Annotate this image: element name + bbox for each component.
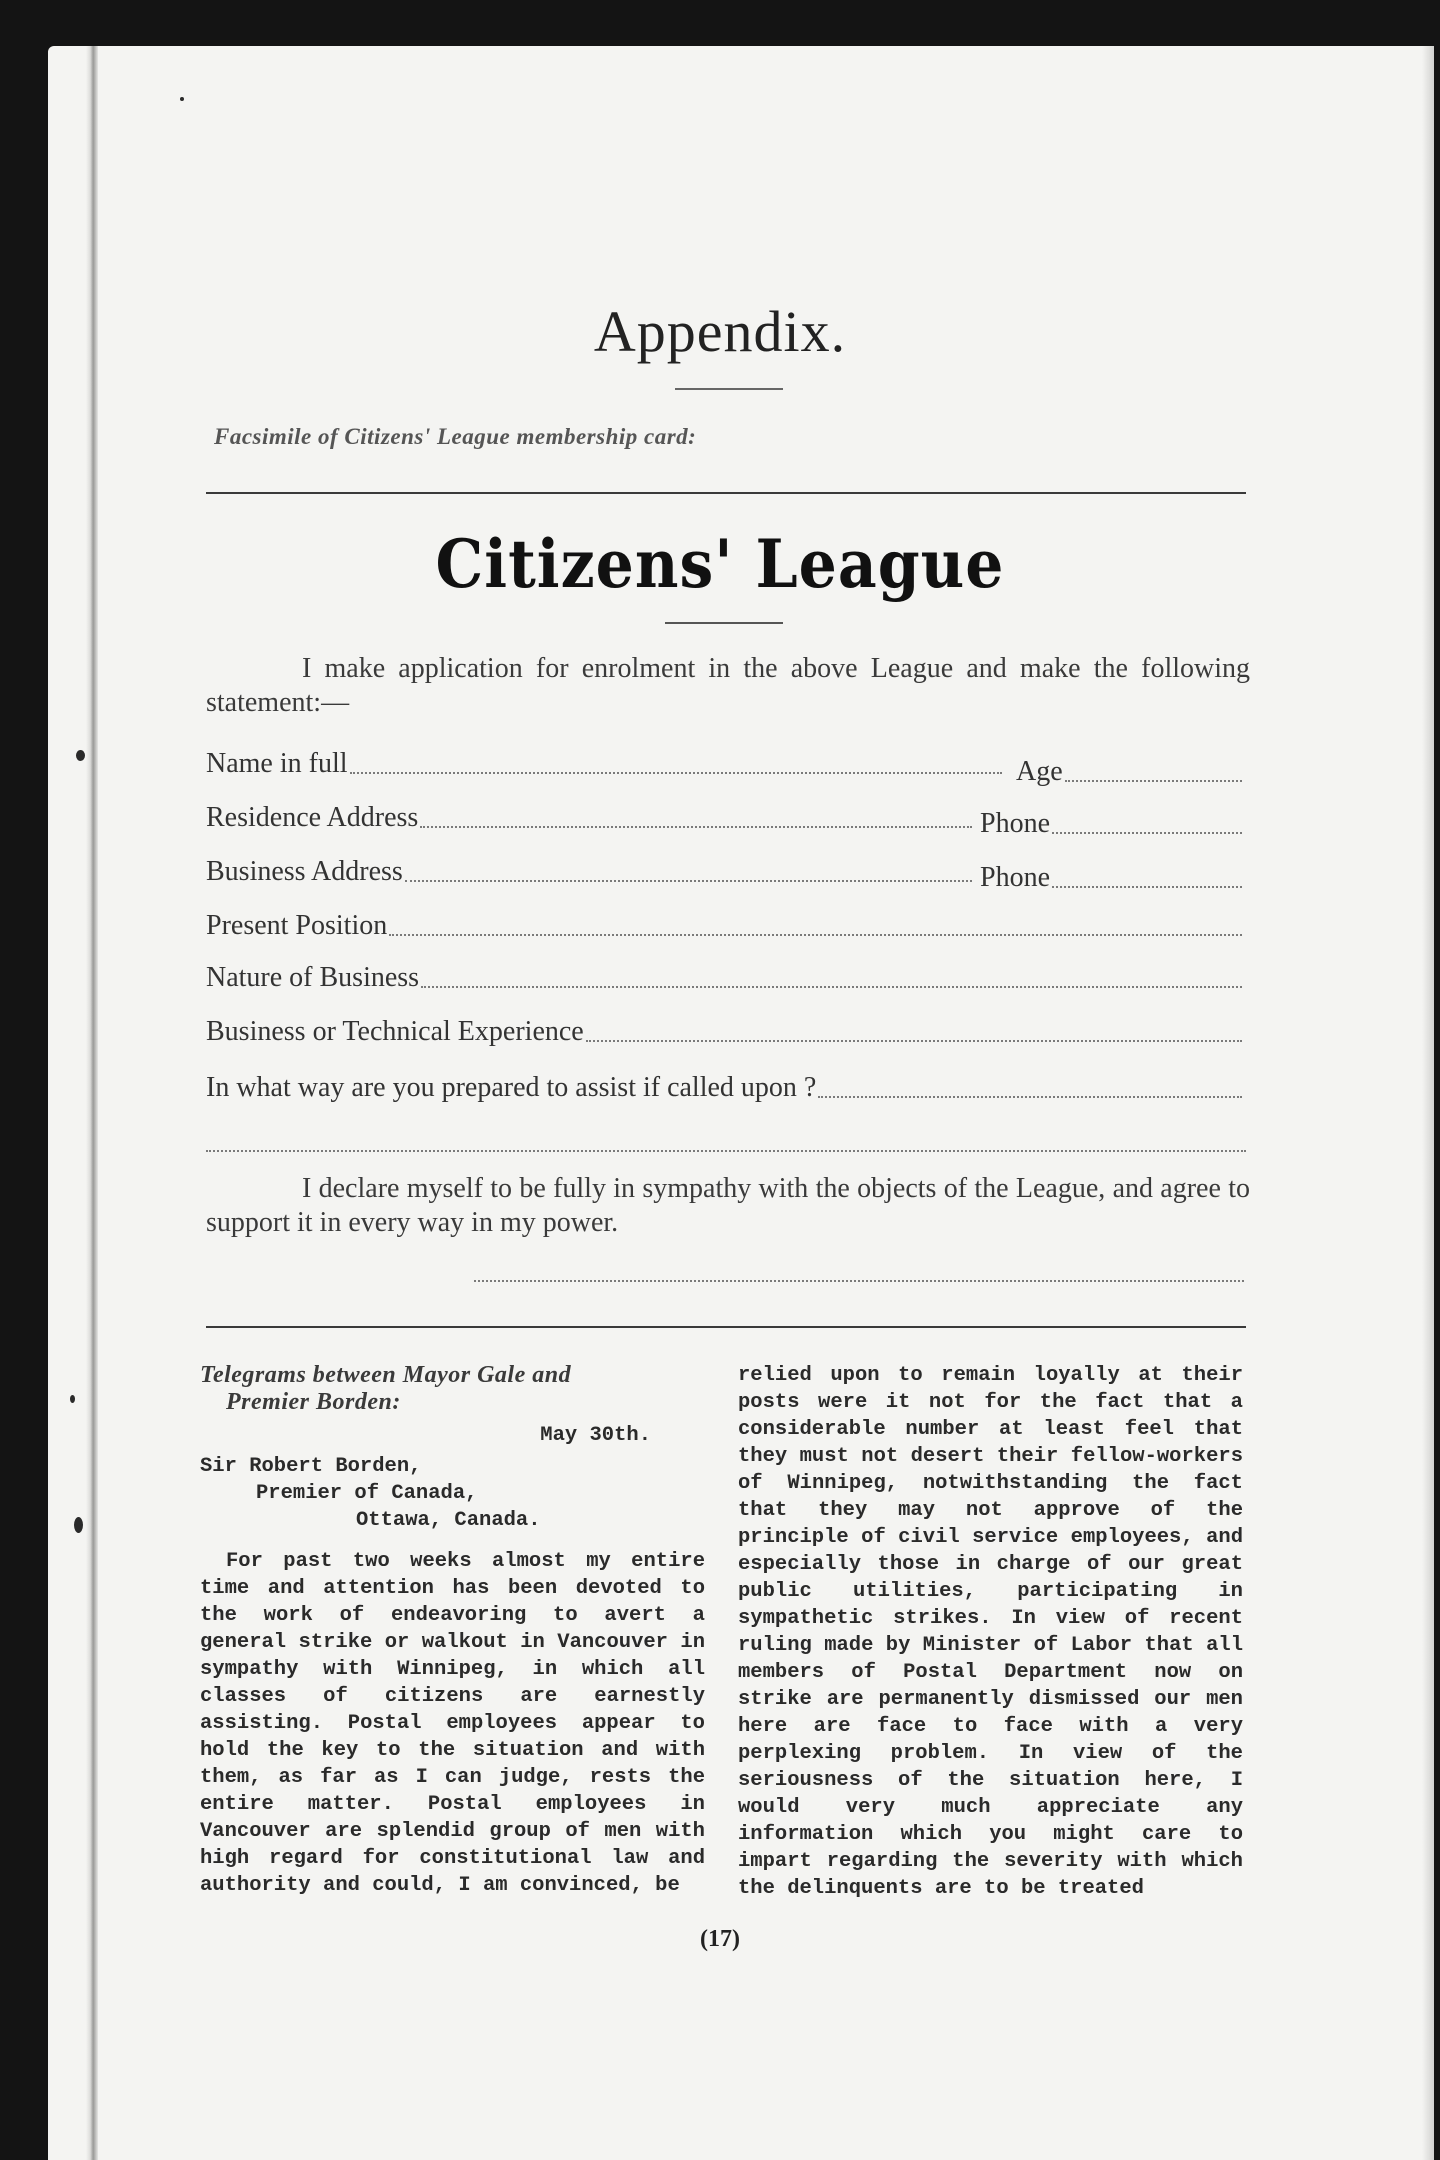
telegram-address (200, 1453, 705, 1534)
appendix-subtitle: Facsimile of Citizens' League membership card: (214, 424, 697, 449)
application-intro (206, 652, 1250, 720)
telegram-right-column (738, 1362, 1243, 1902)
title-rule (675, 388, 783, 390)
card-bottom-rule (206, 1326, 1246, 1328)
assist-field (206, 1068, 1246, 1104)
residence-field (206, 798, 976, 834)
experience-blank (586, 1040, 1242, 1042)
experience-field (206, 1012, 1246, 1048)
declaration (206, 1172, 1250, 1240)
name-blank (350, 772, 1002, 774)
telegram-date: May 30th. (540, 1424, 651, 1447)
residence-label: Residence Address (206, 802, 419, 833)
assist-blank (818, 1096, 1242, 1098)
residence-blank (420, 826, 972, 828)
business-phone-blank (1052, 886, 1242, 888)
addressee-name: Sir Robert Borden, (200, 1455, 422, 1478)
residence-phone-blank (1052, 832, 1242, 834)
residence-phone-field (980, 804, 1246, 840)
league-title: Citizens' League (435, 526, 1005, 604)
name-field (206, 744, 1006, 780)
business-phone-label: Phone (980, 862, 1050, 893)
telegram-heading-line2: Premier Borden: (226, 1389, 401, 1415)
age-blank (1065, 780, 1242, 782)
speck (180, 97, 184, 101)
name-label: Name in full (206, 748, 348, 779)
residence-phone-label: Phone (980, 808, 1050, 839)
position-label: Present Position (206, 910, 388, 941)
business-phone-field (980, 858, 1246, 894)
telegram-heading (200, 1362, 705, 1416)
position-blank (389, 934, 1242, 936)
telegram-heading-line1: Telegrams between Mayor Gale and (200, 1362, 572, 1388)
telegram-body-left: For past two weeks almost my entire time and attention has been devoted to the work of endeavoring to avert a general strike or walkout in Vancouver in sympathy with Winnipeg, in which all classes of citizens are earnestly assisting. Postal employees appear to hold the key to the situation and with them, as far as I can judge, rests the entire matter. Postal employees in Vancouver are splendid group of men with high regard for constitutional law and authority and could, I am convinced, be (200, 1550, 705, 1897)
speck (74, 1517, 83, 1533)
assist-label: In what way are you prepared to assist if called upon ? (206, 1072, 817, 1103)
age-field (1016, 752, 1246, 788)
card-top-rule (206, 492, 1246, 494)
experience-label: Business or Technical Experience (206, 1016, 584, 1047)
assist-extra-blank (206, 1150, 1246, 1152)
declaration-text: I declare myself to be fully in sympathy with the objects of the League, and agree to support it in every way in my power. (206, 1173, 1250, 1238)
position-field (206, 906, 1246, 942)
signature-blank (474, 1280, 1244, 1282)
business-address-blank (405, 880, 972, 882)
nature-label: Nature of Business (206, 962, 420, 993)
business-address-label: Business Address (206, 856, 403, 887)
addressee-title: Premier of Canada, (256, 1482, 478, 1505)
application-intro-text: I make application for enrolment in the above League and make the following statement:— (206, 653, 1250, 718)
league-rule (665, 622, 783, 624)
age-label: Age (1016, 756, 1063, 787)
addressee-city: Ottawa, Canada. (356, 1509, 541, 1532)
speck (70, 1395, 75, 1403)
appendix-title: Appendix. (593, 299, 847, 364)
page-number: (17) (700, 1926, 740, 1952)
speck (76, 750, 85, 761)
telegram-body-right: relied upon to remain loyally at their posts were it not for the fact that a considerable number at least feel that they must not desert their fellow-workers of Winnipeg, notwithstanding the fact that they may not approve of the principle of civil service employees, and especially those in charge of our great public utilities, participating in sympathetic strikes. In view of recent ruling made by Minister of Labor that all members of Postal Department now on strike are permanently dismissed our men here are face to face with a very perplexing problem. In view of the seriousness of the situation here, I would very much appreciate any information which you might care to impart regarding the severity with which the delinquents are to be treated (738, 1364, 1243, 1900)
nature-blank (421, 986, 1242, 988)
business-address-field (206, 852, 976, 888)
nature-field (206, 958, 1246, 994)
telegram-left-column (200, 1362, 705, 1899)
